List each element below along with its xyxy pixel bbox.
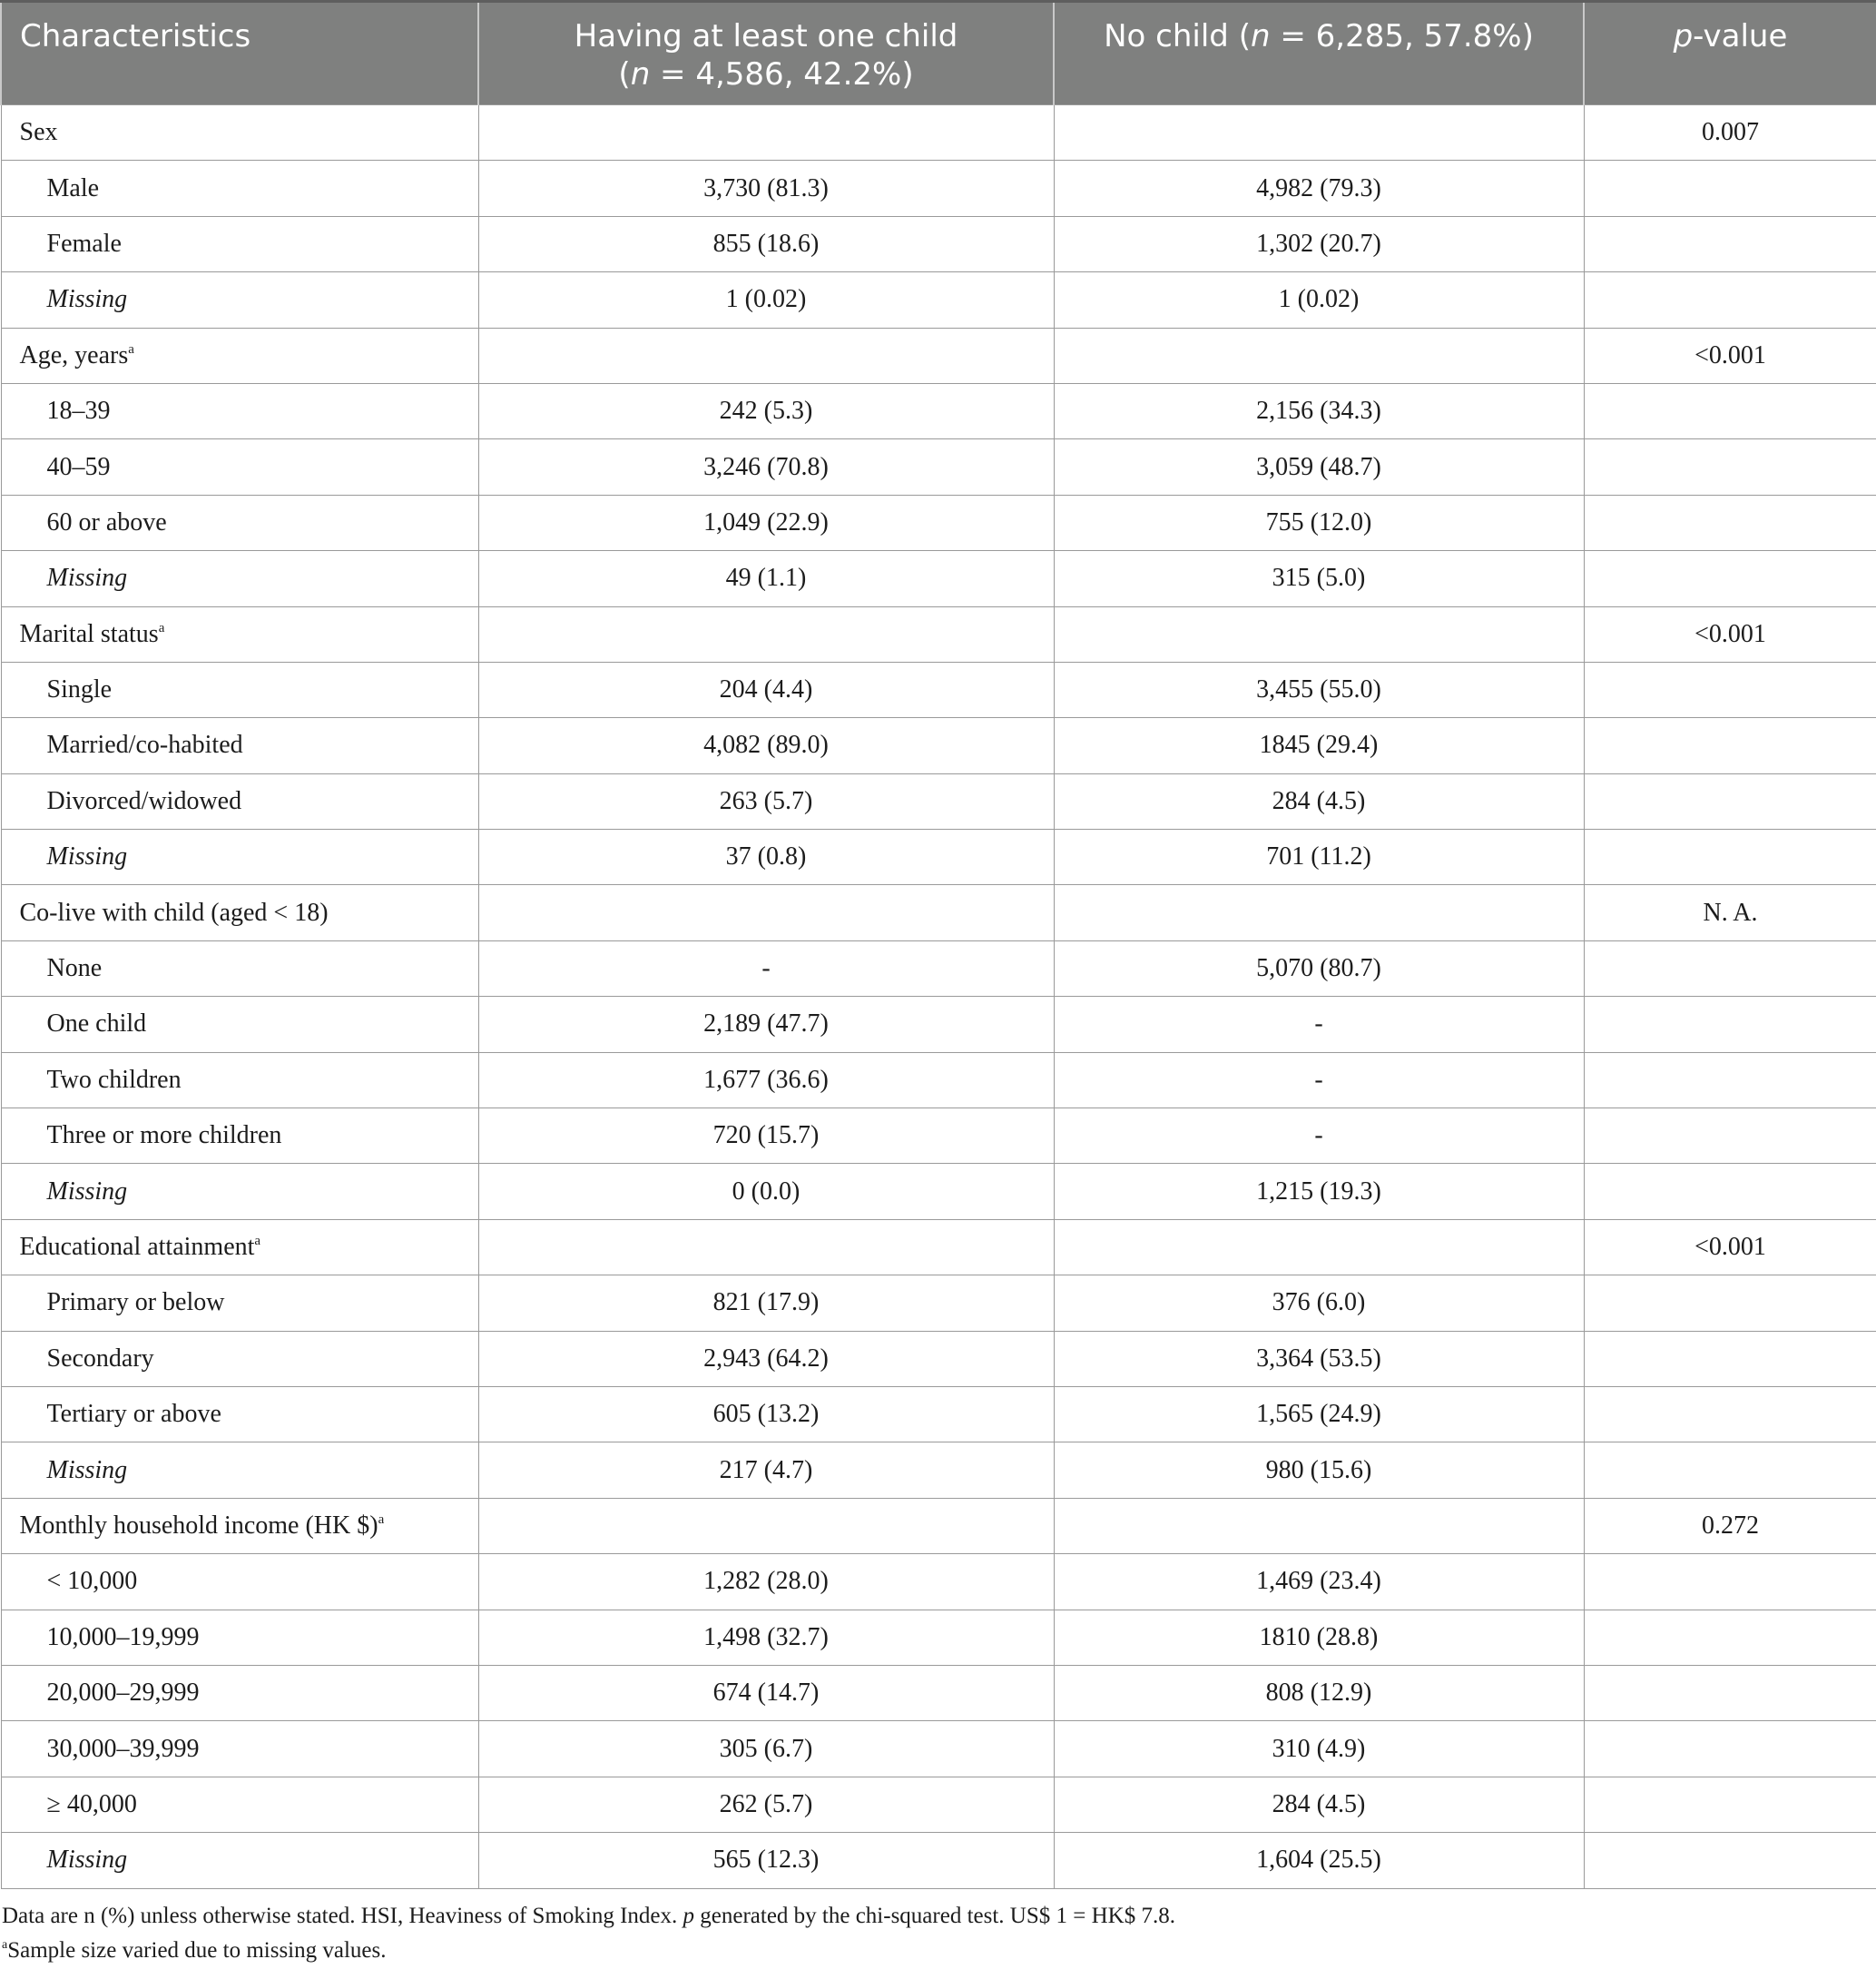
header-no-child: No child (n = 6,285, 57.8%) [1054, 2, 1584, 105]
cell-p-value [1584, 997, 1876, 1052]
row-label: Age, years$^a$ [1, 328, 478, 383]
footnote-marker: a [158, 620, 165, 635]
table-row [1, 495, 1876, 550]
cell-p-value: <0.001 [1584, 1219, 1876, 1275]
cell-having-child: - [478, 940, 1054, 996]
cell-no-child [1054, 1498, 1584, 1553]
table-row [1, 1219, 1876, 1275]
cell-p-value [1584, 1442, 1876, 1498]
row-label: Married/co-habited [1, 718, 478, 773]
table-row [1, 1554, 1876, 1610]
cell-no-child: 808 (12.9) [1054, 1665, 1584, 1720]
cell-p-value [1584, 383, 1876, 438]
cell-no-child [1054, 606, 1584, 662]
table-row [1, 1108, 1876, 1164]
cell-having-child [478, 606, 1054, 662]
cell-p-value [1584, 1164, 1876, 1219]
cell-no-child: 1845 (29.4) [1054, 718, 1584, 773]
cell-no-child: 980 (15.6) [1054, 1442, 1584, 1498]
cell-no-child: 310 (4.9) [1054, 1721, 1584, 1777]
row-label: Missing [1, 1833, 478, 1888]
cell-no-child: 376 (6.0) [1054, 1275, 1584, 1331]
cell-p-value [1584, 1777, 1876, 1832]
cell-p-value [1584, 1331, 1876, 1386]
table-row [1, 940, 1876, 996]
cell-p-value [1584, 1275, 1876, 1331]
cell-having-child: 605 (13.2) [478, 1386, 1054, 1442]
cell-p-value [1584, 439, 1876, 495]
cell-having-child [478, 1219, 1054, 1275]
header-p-value: p-value [1584, 2, 1876, 105]
cell-no-child [1054, 105, 1584, 161]
table-row [1, 1777, 1876, 1832]
cell-having-child: 305 (6.7) [478, 1721, 1054, 1777]
table-row [1, 662, 1876, 717]
cell-having-child [478, 885, 1054, 940]
row-label: Two children [1, 1052, 478, 1108]
row-label: 30,000–39,999 [1, 1721, 478, 1777]
row-label: Tertiary or above [1, 1386, 478, 1442]
table-row [1, 272, 1876, 328]
row-label: Educational attainment$^a$ [1, 1219, 478, 1275]
cell-no-child: 315 (5.0) [1054, 551, 1584, 606]
cell-p-value [1584, 718, 1876, 773]
cell-having-child: 1,049 (22.9) [478, 495, 1054, 550]
row-label: 18–39 [1, 383, 478, 438]
cell-having-child: 0 (0.0) [478, 1164, 1054, 1219]
cell-having-child: 674 (14.7) [478, 1665, 1054, 1720]
cell-p-value: <0.001 [1584, 606, 1876, 662]
row-label: Missing [1, 272, 478, 328]
cell-p-value [1584, 1386, 1876, 1442]
table-row [1, 105, 1876, 161]
cell-having-child: 242 (5.3) [478, 383, 1054, 438]
cell-no-child [1054, 885, 1584, 940]
cell-p-value [1584, 495, 1876, 550]
cell-having-child: 2,189 (47.7) [478, 997, 1054, 1052]
cell-no-child: 1,604 (25.5) [1054, 1833, 1584, 1888]
cell-no-child: 1,302 (20.7) [1054, 216, 1584, 271]
cell-having-child: 1,677 (36.6) [478, 1052, 1054, 1108]
header-characteristics: Characteristics [1, 2, 478, 105]
cell-no-child: 755 (12.0) [1054, 495, 1584, 550]
cell-no-child: 1,565 (24.9) [1054, 1386, 1584, 1442]
cell-having-child: 821 (17.9) [478, 1275, 1054, 1331]
cell-having-child: 1 (0.02) [478, 272, 1054, 328]
table-row [1, 718, 1876, 773]
table-header-row [1, 2, 1876, 105]
cell-no-child: 1810 (28.8) [1054, 1610, 1584, 1665]
row-label: 10,000–19,999 [1, 1610, 478, 1665]
row-label: Missing [1, 551, 478, 606]
row-label: One child [1, 997, 478, 1052]
cell-p-value: <0.001 [1584, 328, 1876, 383]
cell-p-value [1584, 1554, 1876, 1610]
cell-no-child: 1,215 (19.3) [1054, 1164, 1584, 1219]
row-label: Co-live with child (aged < 18) [1, 885, 478, 940]
cell-having-child: 4,082 (89.0) [478, 718, 1054, 773]
cell-no-child: 1 (0.02) [1054, 272, 1584, 328]
header-having-child: Having at least one child (n = 4,586, 42.2%) [478, 2, 1054, 105]
cell-p-value [1584, 1052, 1876, 1108]
table-row [1, 606, 1876, 662]
row-label: Sex [1, 105, 478, 161]
cell-no-child: - [1054, 1108, 1584, 1164]
cell-no-child: 4,982 (79.3) [1054, 161, 1584, 216]
table-row [1, 1386, 1876, 1442]
cell-no-child [1054, 328, 1584, 383]
cell-no-child: - [1054, 997, 1584, 1052]
row-label: Divorced/widowed [1, 773, 478, 829]
cell-having-child: 263 (5.7) [478, 773, 1054, 829]
table-row [1, 773, 1876, 829]
row-label: Male [1, 161, 478, 216]
footnote-a: $^a$Sample size varied due to missing values. [2, 1938, 387, 1963]
row-label: Marital status$^a$ [1, 606, 478, 662]
cell-p-value [1584, 1833, 1876, 1888]
cell-having-child [478, 328, 1054, 383]
cell-p-value: 0.272 [1584, 1498, 1876, 1553]
row-label: Single [1, 662, 478, 717]
table-row [1, 216, 1876, 271]
row-label: < 10,000 [1, 1554, 478, 1610]
table-row [1, 551, 1876, 606]
cell-p-value [1584, 1610, 1876, 1665]
table-row [1, 1665, 1876, 1720]
cell-p-value [1584, 216, 1876, 271]
cell-having-child: 3,246 (70.8) [478, 439, 1054, 495]
table-row [1, 1052, 1876, 1108]
table-row [1, 1442, 1876, 1498]
table-row [1, 1498, 1876, 1553]
table-row [1, 1610, 1876, 1665]
table-row [1, 1331, 1876, 1386]
footnote-marker: a [254, 1234, 261, 1248]
cell-p-value: 0.007 [1584, 105, 1876, 161]
row-label: Three or more children [1, 1108, 478, 1164]
cell-having-child [478, 1498, 1054, 1553]
footnote-marker: a [128, 341, 134, 357]
cell-no-child: - [1054, 1052, 1584, 1108]
cell-no-child: 3,059 (48.7) [1054, 439, 1584, 495]
row-label: 20,000–29,999 [1, 1665, 478, 1720]
cell-no-child: 284 (4.5) [1054, 1777, 1584, 1832]
row-label: None [1, 940, 478, 996]
row-label: Missing [1, 830, 478, 885]
cell-no-child: 3,455 (55.0) [1054, 662, 1584, 717]
table-row [1, 885, 1876, 940]
row-label: Secondary [1, 1331, 478, 1386]
table-row [1, 1833, 1876, 1888]
cell-no-child: 5,070 (80.7) [1054, 940, 1584, 996]
cell-p-value [1584, 161, 1876, 216]
cell-p-value [1584, 272, 1876, 328]
cell-having-child: 1,282 (28.0) [478, 1554, 1054, 1610]
cell-p-value [1584, 1721, 1876, 1777]
cell-no-child: 2,156 (34.3) [1054, 383, 1584, 438]
footnote-marker: a [378, 1511, 385, 1527]
cell-having-child: 217 (4.7) [478, 1442, 1054, 1498]
cell-having-child: 204 (4.4) [478, 662, 1054, 717]
cell-having-child: 565 (12.3) [478, 1833, 1054, 1888]
cell-having-child: 720 (15.7) [478, 1108, 1054, 1164]
table-row [1, 1721, 1876, 1777]
cell-having-child: 37 (0.8) [478, 830, 1054, 885]
cell-having-child [478, 105, 1054, 161]
row-label: Missing [1, 1164, 478, 1219]
cell-p-value [1584, 1665, 1876, 1720]
cell-having-child: 49 (1.1) [478, 551, 1054, 606]
row-label: Missing [1, 1442, 478, 1498]
cell-having-child: 855 (18.6) [478, 216, 1054, 271]
cell-p-value [1584, 1108, 1876, 1164]
cell-p-value: N. A. [1584, 885, 1876, 940]
cell-p-value [1584, 940, 1876, 996]
table-row [1, 830, 1876, 885]
cell-p-value [1584, 830, 1876, 885]
cell-no-child: 1,469 (23.4) [1054, 1554, 1584, 1610]
table-row [1, 1275, 1876, 1331]
row-label: Monthly household income (HK $)$^a$ [1, 1498, 478, 1553]
row-label: 60 or above [1, 495, 478, 550]
cell-having-child: 3,730 (81.3) [478, 161, 1054, 216]
cell-p-value [1584, 773, 1876, 829]
cell-no-child: 701 (11.2) [1054, 830, 1584, 885]
cell-no-child: 284 (4.5) [1054, 773, 1584, 829]
table-row [1, 1164, 1876, 1219]
table-row [1, 383, 1876, 438]
table-body [1, 105, 1876, 1889]
row-label: 40–59 [1, 439, 478, 495]
table-footnotes [0, 1899, 1876, 1968]
row-label: ≥ 40,000 [1, 1777, 478, 1832]
row-label: Primary or below [1, 1275, 478, 1331]
table-row [1, 328, 1876, 383]
footnote-general: Data are n (%) unless otherwise stated. HSI, Heaviness of Smoking Index. p generated by the chi-squared test. US$ 1 = HK$ 7.8. [2, 1904, 1175, 1928]
cell-p-value [1584, 551, 1876, 606]
cell-having-child: 1,498 (32.7) [478, 1610, 1054, 1665]
row-label: Female [1, 216, 478, 271]
cell-no-child [1054, 1219, 1584, 1275]
table-row [1, 161, 1876, 216]
cell-having-child: 2,943 (64.2) [478, 1331, 1054, 1386]
cell-having-child: 262 (5.7) [478, 1777, 1054, 1832]
table-row [1, 997, 1876, 1052]
table-row [1, 439, 1876, 495]
cell-no-child: 3,364 (53.5) [1054, 1331, 1584, 1386]
cell-p-value [1584, 662, 1876, 717]
